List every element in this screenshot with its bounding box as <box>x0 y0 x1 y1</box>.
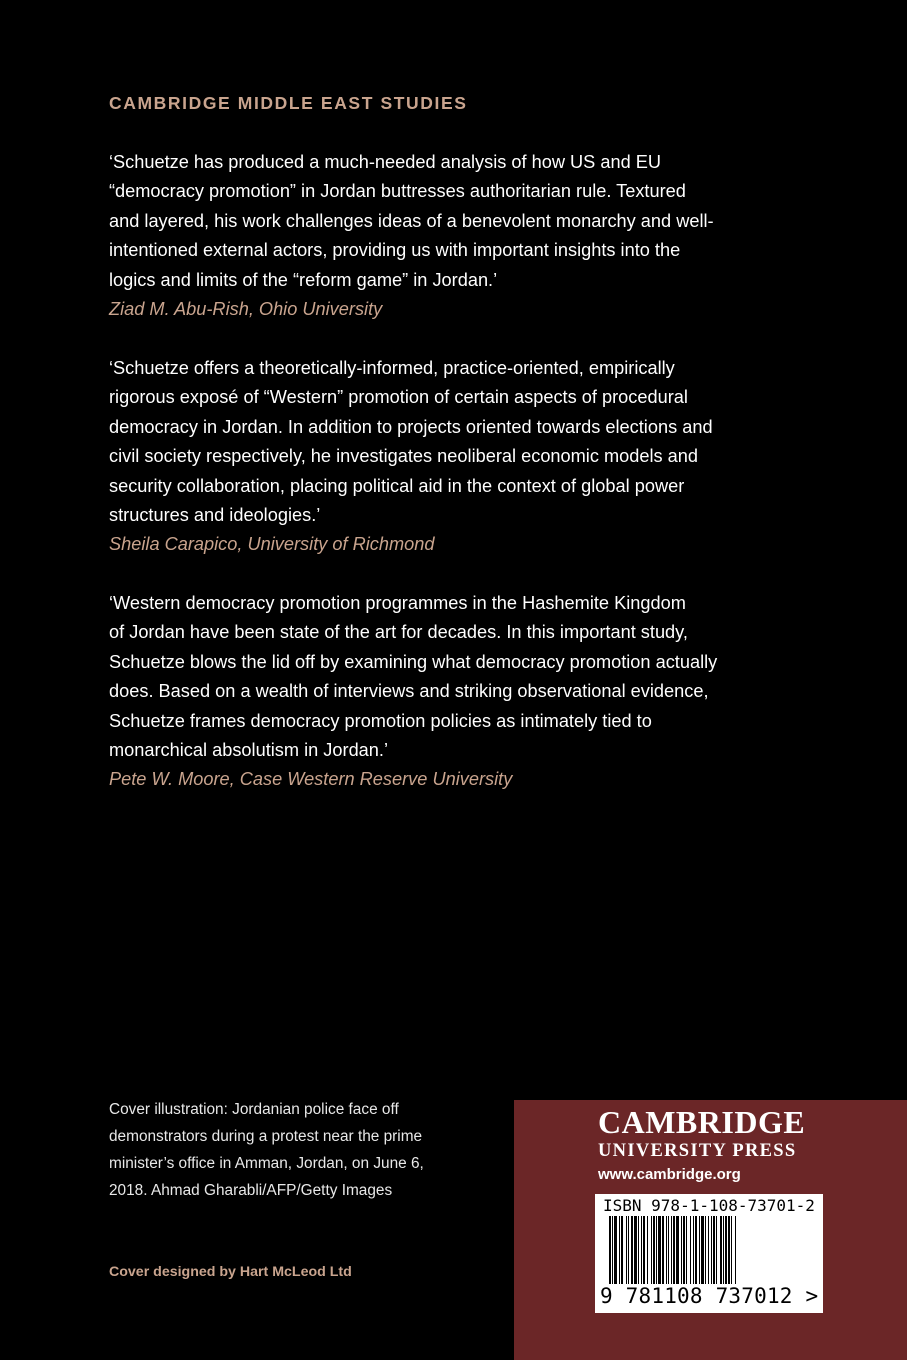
isbn-label: ISBN 978-1-108-73701-2 <box>603 1196 815 1215</box>
barcode-bar <box>641 1216 642 1284</box>
quote-line: monarchical absolutism in Jordan.’ <box>109 740 389 761</box>
barcode-bar <box>720 1216 722 1284</box>
publisher-url: www.cambridge.org <box>598 1166 741 1183</box>
barcode-bar <box>634 1216 637 1284</box>
barcode-bar <box>612 1216 613 1284</box>
quote-attribution: Ziad M. Abu-Rish, Ohio University <box>109 299 383 320</box>
endorsement-quote-2 <box>109 354 789 560</box>
quote-line: structures and ideologies.’ <box>109 505 321 526</box>
barcode-bar <box>711 1216 712 1284</box>
cover-designer-credit: Cover designed by Hart McLeod Ltd <box>109 1264 352 1280</box>
quote-line: and layered, his work challenges ideas of a benevolent monarchy and well- <box>109 210 714 231</box>
barcode-bar <box>643 1216 645 1284</box>
barcode-bar <box>735 1216 736 1284</box>
cover-illustration-credit <box>109 1096 489 1204</box>
barcode-bar <box>626 1216 627 1284</box>
barcode-bar <box>728 1216 730 1284</box>
barcode-bar <box>716 1216 717 1284</box>
barcode-bar <box>647 1216 648 1284</box>
endorsement-quote-1 <box>109 148 789 324</box>
credit-line: 2018. Ahmad Gharabli/AFP/Getty Images <box>109 1182 393 1199</box>
quote-line: ‘Western democracy promotion programmes in the Hashemite Kingdom <box>109 593 686 613</box>
barcode-bar <box>723 1216 724 1284</box>
isbn-barcode <box>595 1194 823 1313</box>
barcode-icon <box>595 1214 823 1286</box>
quote-line: of Jordan have been state of the art for decades. In this important study, <box>109 622 688 643</box>
barcode-bar <box>681 1216 682 1284</box>
barcode-bar <box>614 1216 617 1284</box>
quote-attribution: Pete W. Moore, Case Western Reserve University <box>109 769 513 790</box>
quote-line: ‘Schuetze offers a theoretically-informed, practice-oriented, empirically <box>109 358 675 378</box>
endorsement-quote-3 <box>109 589 789 795</box>
publisher-name: CAMBRIDGE <box>598 1104 806 1140</box>
quote-attribution: Sheila Carapico, University of Richmond <box>109 534 435 555</box>
barcode-bar <box>705 1216 706 1284</box>
barcode-bar <box>731 1216 732 1284</box>
quote-line: Schuetze blows the lid off by examining what democracy promotion actually <box>109 651 718 672</box>
barcode-bar <box>713 1216 715 1284</box>
barcode-bar <box>695 1216 697 1284</box>
barcode-bar <box>653 1216 655 1284</box>
credit-line: demonstrators during a protest near the prime <box>109 1128 423 1145</box>
barcode-bar <box>699 1216 700 1284</box>
quote-line: does. Based on a wealth of interviews and striking observational evidence, <box>109 681 709 702</box>
quote-line: democracy in Jordan. In addition to projects oriented towards elections and <box>109 416 713 437</box>
quote-line: ‘Schuetze has produced a much-needed analysis of how US and EU <box>109 152 662 172</box>
publisher-subname: UNIVERSITY PRESS <box>598 1141 797 1161</box>
barcode-bar <box>693 1216 694 1284</box>
barcode-bar <box>673 1216 675 1284</box>
barcode-bar <box>686 1216 687 1284</box>
barcode-digits: 9 781108 737012 > <box>600 1284 819 1308</box>
quote-line: rigorous exposé of “Western” promotion of certain aspects of procedural <box>109 387 688 408</box>
barcode-bar <box>671 1216 672 1284</box>
barcode-bar <box>609 1216 611 1284</box>
quote-line: Schuetze frames democracy promotion policies as intimately tied to <box>109 710 652 731</box>
barcode-bar <box>690 1216 691 1284</box>
barcode-bar <box>683 1216 685 1284</box>
barcode-bar <box>666 1216 667 1284</box>
barcode-bar <box>631 1216 633 1284</box>
credit-line: Cover illustration: Jordanian police face off <box>109 1101 399 1118</box>
quote-line: intentioned external actors, providing us with important insights into the <box>109 240 681 261</box>
barcode-bar <box>638 1216 639 1284</box>
barcode-bar <box>619 1216 620 1284</box>
series-title: CAMBRIDGE MIDDLE EAST STUDIES <box>109 93 468 113</box>
quote-line: “democracy promotion” in Jordan buttresses authoritarian rule. Textured <box>109 181 686 202</box>
barcode-bar <box>621 1216 623 1284</box>
credit-line: minister’s office in Amman, Jordan, on June 6, <box>109 1155 424 1172</box>
quote-line: logics and limits of the “reform game” in Jordan.’ <box>109 269 498 290</box>
publisher-panel <box>514 1100 907 1360</box>
quote-line: security collaboration, placing political aid in the context of global power <box>109 475 685 496</box>
barcode-bar <box>662 1216 664 1284</box>
barcode-bar <box>628 1216 629 1284</box>
quote-line: civil society respectively, he investigates neoliberal economic models and <box>109 446 699 467</box>
barcode-bar <box>656 1216 657 1284</box>
barcode-bar <box>668 1216 669 1284</box>
barcode-bar <box>651 1216 652 1284</box>
barcode-bar <box>701 1216 704 1284</box>
barcode-bar <box>676 1216 679 1284</box>
barcode-bar <box>658 1216 661 1284</box>
barcode-bar <box>708 1216 709 1284</box>
barcode-bar <box>725 1216 727 1284</box>
